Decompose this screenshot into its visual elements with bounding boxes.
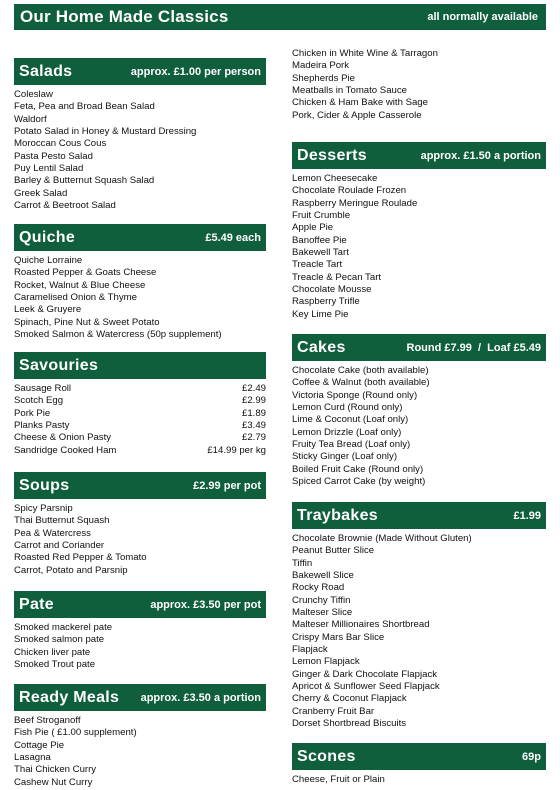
menu-item (292, 110, 546, 122)
menu-item (292, 259, 546, 271)
menu-item (292, 774, 546, 786)
item-name: Bakewell Slice (292, 570, 354, 582)
menu-item (292, 656, 546, 668)
section-title: Cakes (297, 338, 346, 356)
item-name: Cheese & Onion Pasty (14, 432, 112, 444)
item-name: Spiced Carrot Cake (by weight) (292, 476, 426, 488)
scones-list (292, 774, 546, 786)
salads-list (14, 89, 266, 212)
menu-item (292, 284, 546, 296)
menu-item (292, 644, 546, 656)
item-name: Feta, Pea and Broad Bean Salad (14, 101, 155, 113)
item-name: Puy Lentil Salad (14, 163, 84, 175)
item-name: Chicken in White Wine & Tarragon (292, 48, 438, 59)
section-title: Salads (19, 62, 73, 80)
menu-item (292, 97, 546, 109)
cakes-section (292, 334, 546, 488)
item-name: Flapjack (292, 644, 328, 656)
item-name: Meatballs in Tomato Sauce (292, 85, 408, 97)
item-name: Chocolate Cake (both available) (292, 365, 429, 376)
menu-item (292, 619, 546, 631)
item-name: Cherry & Coconut Flapjack (292, 693, 407, 705)
item-name: Carrot & Beetroot Salad (14, 200, 116, 212)
item-price: £2.99 (241, 395, 266, 407)
menu-item (292, 558, 546, 570)
pate-section (14, 591, 266, 671)
item-name: Pasta Pesto Salad (14, 150, 93, 162)
menu-item (292, 595, 546, 607)
menu-item (14, 540, 266, 552)
item-name: Lemon Drizzle (Loaf only) (292, 426, 402, 438)
item-name: Apricot & Sunflower Seed Flapjack (292, 681, 440, 693)
item-price: £2.79 (241, 432, 266, 444)
menu-item (292, 247, 546, 259)
salads-header (14, 58, 266, 85)
item-name: Potato Salad in Honey & Mustard Dressing (14, 126, 197, 138)
item-name: Malteser Slice (292, 607, 353, 619)
item-name: Boiled Fruit Cake (Round only) (292, 463, 424, 475)
item-name: Pork Pie (14, 407, 51, 419)
item-name: Malteser Millionaires Shortbread (292, 619, 430, 631)
savouries-section (14, 352, 266, 457)
menu-item (14, 752, 266, 764)
menu-item (14, 126, 266, 138)
menu-item (14, 138, 266, 150)
traybakes-section (292, 502, 546, 731)
item-name: Spicy Parsnip (14, 503, 73, 514)
item-name: Crunchy Tiffin (292, 594, 351, 606)
item-name: Fruit Crumble (292, 210, 351, 222)
menu-item (14, 445, 266, 457)
menu-item (292, 464, 546, 476)
section-price: 69p (522, 750, 541, 763)
item-name: Rocky Road (292, 582, 345, 594)
item-name: Sticky Ginger (Loaf only) (292, 451, 398, 463)
section-price: approx. £3.50 per pot (150, 598, 261, 611)
menu-item (292, 632, 546, 644)
item-name: Lime & Coconut (Loaf only) (292, 414, 409, 426)
item-name: Thai Butternut Squash (14, 515, 110, 527)
menu-item (14, 764, 266, 776)
item-name: Spinach, Pine Nut & Sweet Potato (14, 316, 160, 328)
scones-section (292, 743, 546, 786)
menu-item (14, 659, 266, 671)
menu-item (14, 552, 266, 564)
menu-item (14, 280, 266, 292)
section-title: Scones (297, 747, 356, 765)
item-name: Chocolate Roulade Frozen (292, 185, 407, 197)
item-name: Moroccan Cous Cous (14, 138, 107, 150)
menu-item (292, 414, 546, 426)
item-name: Lemon Flapjack (292, 656, 360, 668)
menu-item (14, 175, 266, 187)
menu-item (14, 727, 266, 739)
ready-meals-continued (292, 48, 546, 122)
cakes-list (292, 365, 546, 488)
traybakes-list (292, 533, 546, 731)
menu-item (292, 402, 546, 414)
menu-item (14, 188, 266, 200)
savouries-header (14, 352, 266, 379)
menu-item (292, 533, 546, 545)
item-name: Pea & Watercress (14, 527, 91, 539)
scones-header (292, 743, 546, 770)
item-name: Carrot and Coriander (14, 540, 105, 552)
menu-item (292, 693, 546, 705)
item-name: Lemon Curd (Round only) (292, 402, 403, 414)
menu-item (292, 570, 546, 582)
item-name: Caramelised Onion & Thyme (14, 292, 137, 304)
menu-item (14, 317, 266, 329)
item-name: Rocket, Walnut & Blue Cheese (14, 279, 146, 291)
item-name: Treacle Tart (292, 259, 343, 271)
menu-item (14, 777, 266, 789)
menu-item (292, 48, 546, 60)
menu-item (14, 432, 266, 444)
menu-item (292, 545, 546, 557)
item-name: Raspberry Trifle (292, 296, 360, 308)
section-price: £2.99 per pot (193, 479, 261, 492)
section-price: approx. £1.50 a portion (420, 149, 541, 162)
ready-meals-continued-list (292, 48, 546, 122)
soups-list (14, 503, 266, 577)
section-title: Traybakes (297, 506, 378, 524)
soups-section (14, 472, 266, 577)
desserts-header (292, 142, 546, 169)
menu-item (292, 198, 546, 210)
item-name: Smoked mackerel pate (14, 622, 113, 633)
item-name: Chicken liver pate (14, 646, 91, 658)
pate-header (14, 591, 266, 618)
menu-item (292, 681, 546, 693)
item-name: Fish Pie ( £1.00 supplement) (14, 727, 137, 739)
menu-item (292, 222, 546, 234)
item-name: Planks Pasty (14, 420, 70, 432)
menu-item (292, 390, 546, 402)
menu-item (14, 528, 266, 540)
section-price: £1.99 (513, 509, 541, 522)
section-title: Soups (19, 476, 70, 494)
item-name: Smoked salmon pate (14, 634, 105, 646)
item-price: £2.49 (241, 383, 266, 394)
item-name: Apple Pie (292, 222, 334, 234)
desserts-section (292, 142, 546, 321)
item-name: Thai Chicken Curry (14, 764, 97, 776)
menu-item (14, 408, 266, 420)
cakes-header (292, 334, 546, 361)
item-name: Crispy Mars Bar Slice (292, 631, 385, 643)
menu-item (292, 718, 546, 730)
menu-item (14, 114, 266, 126)
item-name: Smoked Trout pate (14, 659, 96, 671)
section-title: Quiche (19, 228, 76, 246)
menu-item (14, 740, 266, 752)
menu-item (14, 515, 266, 527)
item-name: Lemon Cheesecake (292, 173, 378, 184)
soups-header (14, 472, 266, 499)
ready-meals-header (14, 684, 266, 711)
menu-item (14, 503, 266, 515)
quiche-list (14, 255, 266, 341)
section-title: Ready Meals (19, 688, 120, 706)
item-name: Scotch Egg (14, 395, 64, 407)
item-name: Chocolate Mousse (292, 284, 372, 296)
menu-item (14, 267, 266, 279)
item-name: Smoked Salmon & Watercress (50p supplement) (14, 329, 222, 341)
menu-item (292, 235, 546, 247)
menu-item (14, 383, 266, 395)
item-name: Chocolate Brownie (Made Without Gluten) (292, 533, 472, 544)
section-price: approx. £1.00 per person (130, 65, 261, 78)
item-name: Raspberry Meringue Roulade (292, 197, 418, 209)
item-name: Bakewell Tart (292, 247, 349, 259)
savouries-list (14, 383, 266, 457)
item-name: Roasted Pepper & Goats Cheese (14, 267, 157, 279)
menu-item (14, 89, 266, 101)
item-name: Victoria Sponge (Round only) (292, 389, 418, 401)
menu-item (292, 451, 546, 463)
item-name: Dorset Shortbread Biscuits (292, 718, 407, 730)
item-name: Cranberry Fruit Bar (292, 705, 375, 717)
pate-list (14, 622, 266, 671)
item-name: Chicken & Ham Bake with Sage (292, 97, 428, 109)
item-name: Coffee & Walnut (both available) (292, 377, 430, 389)
section-price: Round £7.99 / Loaf £5.49 (406, 341, 541, 354)
menu-item (292, 173, 546, 185)
item-name: Fruity Tea Bread (Loaf only) (292, 439, 411, 451)
menu-item (292, 377, 546, 389)
menu-item (292, 85, 546, 97)
menu-item (292, 476, 546, 488)
salads-section (14, 58, 266, 212)
quiche-header (14, 224, 266, 251)
menu-item (292, 185, 546, 197)
item-name: Madeira Pork (292, 60, 350, 72)
menu-item (292, 210, 546, 222)
menu-item (14, 622, 266, 634)
item-name: Shepherds Pie (292, 72, 355, 84)
desserts-list (292, 173, 546, 321)
menu-item (292, 365, 546, 377)
menu-item (292, 706, 546, 718)
menu-item (14, 329, 266, 341)
menu-item (14, 101, 266, 113)
menu-item (14, 151, 266, 163)
item-name: Ginger & Dark Chocolate Flapjack (292, 668, 438, 680)
section-title: Savouries (19, 356, 99, 374)
menu-item (14, 304, 266, 316)
item-name: Pork, Cider & Apple Casserole (292, 109, 422, 121)
menu-item (292, 60, 546, 72)
menu-item (14, 647, 266, 659)
item-name: Sandridge Cooked Ham (14, 444, 117, 456)
section-title: Pate (19, 595, 54, 613)
item-name: Cheese, Fruit or Plain (292, 774, 385, 785)
quiche-section (14, 224, 266, 341)
item-name: Peanut Butter Slice (292, 545, 375, 557)
menu-item (14, 395, 266, 407)
menu-item (292, 73, 546, 85)
traybakes-header (292, 502, 546, 529)
item-name: Waldorf (14, 113, 47, 125)
item-name: Beef Stroganoff (14, 715, 81, 726)
section-price: approx. £3.50 a portion (140, 691, 261, 704)
section-title: Desserts (297, 146, 368, 164)
menu-banner (14, 4, 546, 30)
item-name: Carrot, Potato and Parsnip (14, 564, 128, 576)
menu-item (292, 427, 546, 439)
item-name: Tiffin (292, 557, 313, 569)
item-name: Key Lime Pie (292, 308, 349, 320)
item-price: £14.99 per kg (207, 444, 266, 456)
item-name: Quiche Lorraine (14, 255, 83, 266)
menu-item (292, 582, 546, 594)
item-name: Banoffee Pie (292, 234, 347, 246)
ready-meals-list (14, 715, 266, 789)
menu-title: Our Home Made Classics (20, 7, 229, 26)
item-name: Lasagna (14, 752, 51, 764)
item-price: £1.89 (241, 407, 266, 419)
section-price: £5.49 each (205, 231, 261, 244)
menu-item (292, 296, 546, 308)
item-name: Cottage Pie (14, 739, 65, 751)
item-name: Leek & Gruyere (14, 304, 82, 316)
menu-item (292, 669, 546, 681)
availability-note: all normally available (427, 11, 538, 23)
menu-item (14, 200, 266, 212)
menu-item (292, 272, 546, 284)
menu-item (14, 420, 266, 432)
menu-item (14, 634, 266, 646)
item-price: £3.49 (241, 420, 266, 432)
menu-item (14, 163, 266, 175)
item-name: Treacle & Pecan Tart (292, 271, 382, 283)
menu-item (292, 309, 546, 321)
item-name: Cashew Nut Curry (14, 776, 93, 788)
item-name: Barley & Butternut Squash Salad (14, 175, 155, 187)
menu-item (14, 255, 266, 267)
item-name: Sausage Roll (14, 383, 72, 394)
item-name: Greek Salad (14, 187, 68, 199)
menu-item (14, 292, 266, 304)
item-name: Coleslaw (14, 89, 53, 100)
menu-item (14, 565, 266, 577)
item-name: Roasted Red Pepper & Tomato (14, 552, 147, 564)
menu-item (292, 439, 546, 451)
menu-item (14, 715, 266, 727)
menu-item (292, 607, 546, 619)
ready-meals-section (14, 684, 266, 789)
